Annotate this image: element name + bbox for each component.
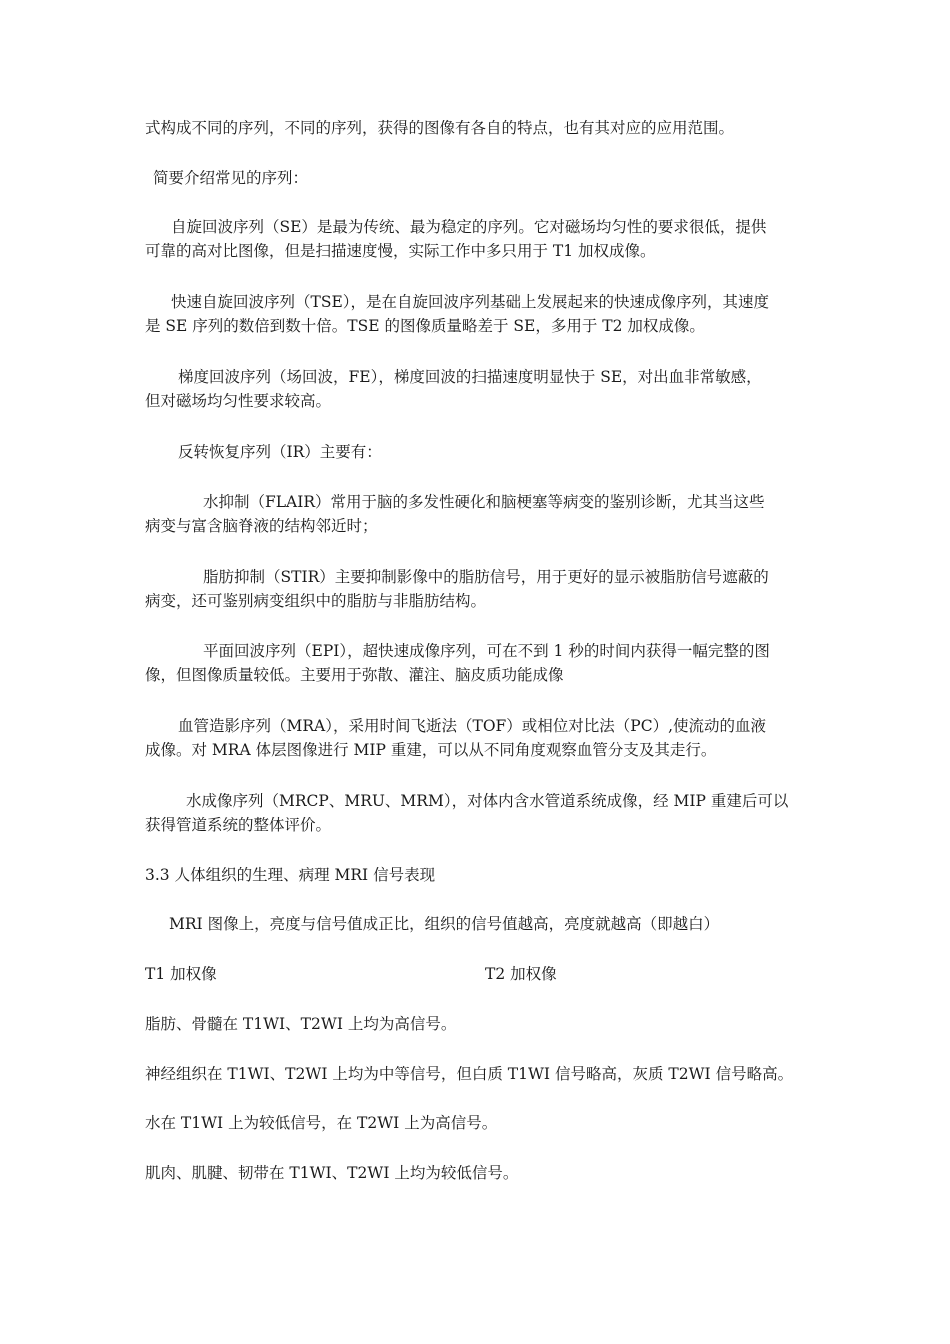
paragraph-fe [145,365,809,413]
paragraph-ir [145,440,809,464]
text-line: 反转恢复序列（IR）主要有： [178,443,382,461]
paragraph-sequence-intro [145,116,809,140]
paragraph-fat-marrow [145,1012,809,1036]
t2-weighted-label: T2 加权像 [485,965,557,983]
text-line: 式构成不同的序列，不同的序列，获得的图像有各自的特点，也有其对应的应用范围。 [145,119,735,137]
paragraph-stir [145,565,809,613]
section-heading [145,863,809,887]
text-line: 血管造影序列（MRA），采用时间飞逝法（TOF）或相位对比法（PC）,使流动的血液 [178,717,767,735]
paragraph-epi [145,639,809,687]
text-line: 神经组织在 T1WI、T2WI 上均为中等信号，但白质 T1WI 信号略高，灰质 T2WI 信号略高。 [145,1065,794,1083]
text-line: 简要介绍常见的序列： [153,169,309,187]
text-line: 病变，还可鉴别病变组织中的脂肪与非脂肪结构。 [145,592,487,610]
text-line: 3.3 人体组织的生理、病理 MRI 信号表现 [145,866,436,884]
text-line: 是 SE 序列的数倍到数十倍。TSE 的图像质量略差于 SE，多用于 T2 加权成像。 [145,317,705,335]
text-line: 水在 T1WI 上为较低信号，在 T2WI 上为高信号。 [145,1114,498,1132]
t1-weighted-label: T1 加权像 [145,965,217,983]
text-line: 快速自旋回波序列（TSE），是在自旋回波序列基础上发展起来的快速成像序列，其速度 [171,293,770,311]
text-line: 但对磁场均匀性要求较高。 [145,392,332,410]
text-line: 自旋回波序列（SE）是最为传统、最为稳定的序列。它对磁场均匀性的要求很低，提供 [171,218,767,236]
paragraph-se [145,215,809,263]
text-line: 水成像序列（MRCP、MRU、MRM），对体内含水管道系统成像，经 MIP 重建后可以 [186,792,789,810]
text-line: 梯度回波序列（场回波，FE），梯度回波的扫描速度明显快于 SE，对出血非常敏感， [178,368,762,386]
text-line: 获得管道系统的整体评价。 [145,816,332,834]
paragraph-water [145,1111,809,1135]
text-line: 像，但图像质量较低。主要用于弥散、灌注、脑皮质功能成像 [145,666,564,684]
text-line: 成像。对 MRA 体层图像进行 MIP 重建，可以从不同角度观察血管分支及其走行。 [145,741,717,759]
paragraph-mra [145,714,809,762]
paragraph-common-sequences-heading [145,166,817,190]
paragraph-nerve-tissue [145,1062,809,1086]
text-line: 脂肪、骨髓在 T1WI、T2WI 上均为高信号。 [145,1015,457,1033]
text-line: 脂肪抑制（STIR）主要抑制影像中的脂肪信号，用于更好的显示被脂肪信号遮蔽的 [203,568,769,586]
text-line: 肌肉、肌腱、韧带在 T1WI、T2WI 上均为较低信号。 [145,1164,519,1182]
text-line: 平面回波序列（EPI），超快速成像序列，可在不到 1 秒的时间内获得一幅完整的图 [203,642,770,660]
text-line: MRI 图像上，亮度与信号值成正比，组织的信号值越高，亮度就越高（即越白） [169,915,720,933]
text-line: 水抑制（FLAIR）常用于脑的多发性硬化和脑梗塞等病变的鉴别诊断，尤其当这些 [203,493,765,511]
weighted-image-columns-right [485,962,785,986]
paragraph-flair [145,490,809,538]
paragraph-mri-brightness [145,912,809,936]
paragraph-tse [145,290,809,338]
paragraph-muscle [145,1161,809,1185]
paragraph-water-imaging [145,789,809,837]
text-line: 可靠的高对比图像，但是扫描速度慢，实际工作中多只用于 T1 加权成像。 [145,242,656,260]
text-line: 病变与富含脑脊液的结构邻近时； [145,517,378,535]
